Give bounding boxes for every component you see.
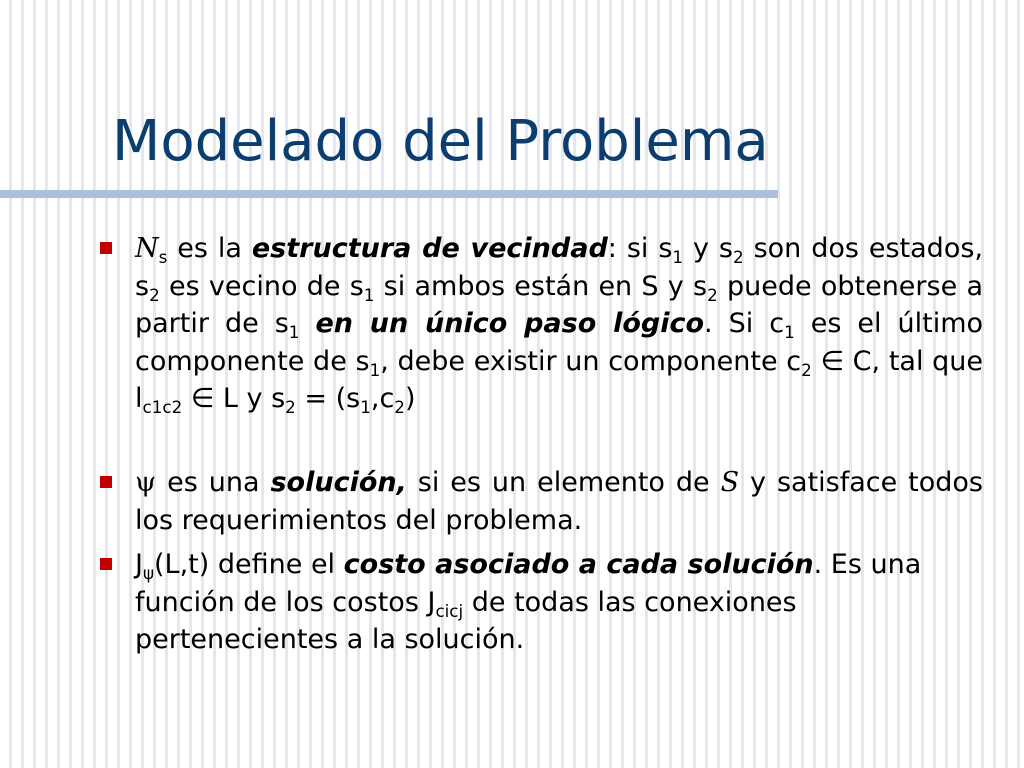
text-run: es el último componente de s bbox=[135, 308, 984, 377]
subscript: 2 bbox=[394, 396, 405, 417]
math-symbol: S bbox=[720, 467, 740, 498]
emphasis-text: costo asociado a cada solución bbox=[343, 549, 814, 580]
text-run: son dos estados, s bbox=[135, 233, 983, 302]
subscript: 2 bbox=[149, 284, 160, 305]
square-bullet-icon bbox=[100, 558, 112, 570]
text-run: J bbox=[135, 549, 143, 580]
text-run: puede obtenerse a partir de s bbox=[135, 270, 983, 339]
square-bullet-icon bbox=[100, 476, 112, 488]
text-run: si es un elemento de bbox=[406, 467, 721, 498]
text-run: es la bbox=[167, 233, 252, 264]
text-run: es vecino de s bbox=[159, 270, 364, 302]
subscript: 1 bbox=[360, 396, 371, 417]
text-run: es una bbox=[156, 467, 271, 498]
bullet-text bbox=[135, 464, 983, 539]
text-run: (L,t) define el bbox=[154, 549, 344, 580]
text-run: , debe existir un componente c bbox=[380, 345, 802, 377]
text-run: . Si c bbox=[704, 308, 785, 339]
title-underline-rule bbox=[0, 190, 778, 198]
emphasis-text: en un único paso lógico bbox=[315, 308, 705, 339]
subscript: 1 bbox=[784, 321, 795, 342]
math-symbol: ψ bbox=[135, 467, 157, 498]
emphasis-text: solución, bbox=[270, 467, 407, 498]
subscript: ψ bbox=[142, 562, 155, 583]
text-run: . Es una función de los costos J bbox=[135, 549, 922, 618]
text-run: ∈ C, tal que l bbox=[135, 345, 984, 414]
text-run: de todas las conexiones pertenecientes a la solución. bbox=[135, 586, 797, 655]
subscript: s bbox=[158, 246, 168, 267]
math-symbol: N bbox=[135, 233, 159, 264]
bullet-text bbox=[135, 546, 983, 659]
text-run: ∈ L y s bbox=[182, 383, 286, 414]
emphasis-text: estructura de vecindad bbox=[251, 233, 608, 264]
text-run: ) bbox=[404, 383, 416, 414]
text-run: y satisface todos los requerimientos del problema. bbox=[135, 467, 983, 536]
subscript: 2 bbox=[707, 284, 718, 305]
subscript: 2 bbox=[801, 359, 812, 380]
text-run: y s bbox=[683, 233, 733, 264]
slide-title: Modelado del Problema bbox=[112, 109, 769, 174]
subscript: 2 bbox=[732, 246, 744, 267]
subscript: cicj bbox=[435, 600, 464, 621]
subscript: 1 bbox=[369, 359, 381, 380]
subscript: 1 bbox=[363, 284, 375, 305]
subscript: 1 bbox=[288, 321, 300, 342]
text-run: = (s bbox=[295, 383, 361, 414]
square-bullet-icon bbox=[100, 242, 112, 254]
text-run: : si s bbox=[607, 233, 673, 264]
subscript: 2 bbox=[285, 396, 296, 417]
subscript: c1c2 bbox=[142, 396, 183, 417]
text-run: si ambos están en S y s bbox=[374, 270, 708, 302]
bullet-text bbox=[135, 230, 983, 418]
subscript: 1 bbox=[672, 246, 684, 267]
text-run bbox=[299, 308, 315, 339]
text-run: ,c bbox=[370, 383, 395, 414]
